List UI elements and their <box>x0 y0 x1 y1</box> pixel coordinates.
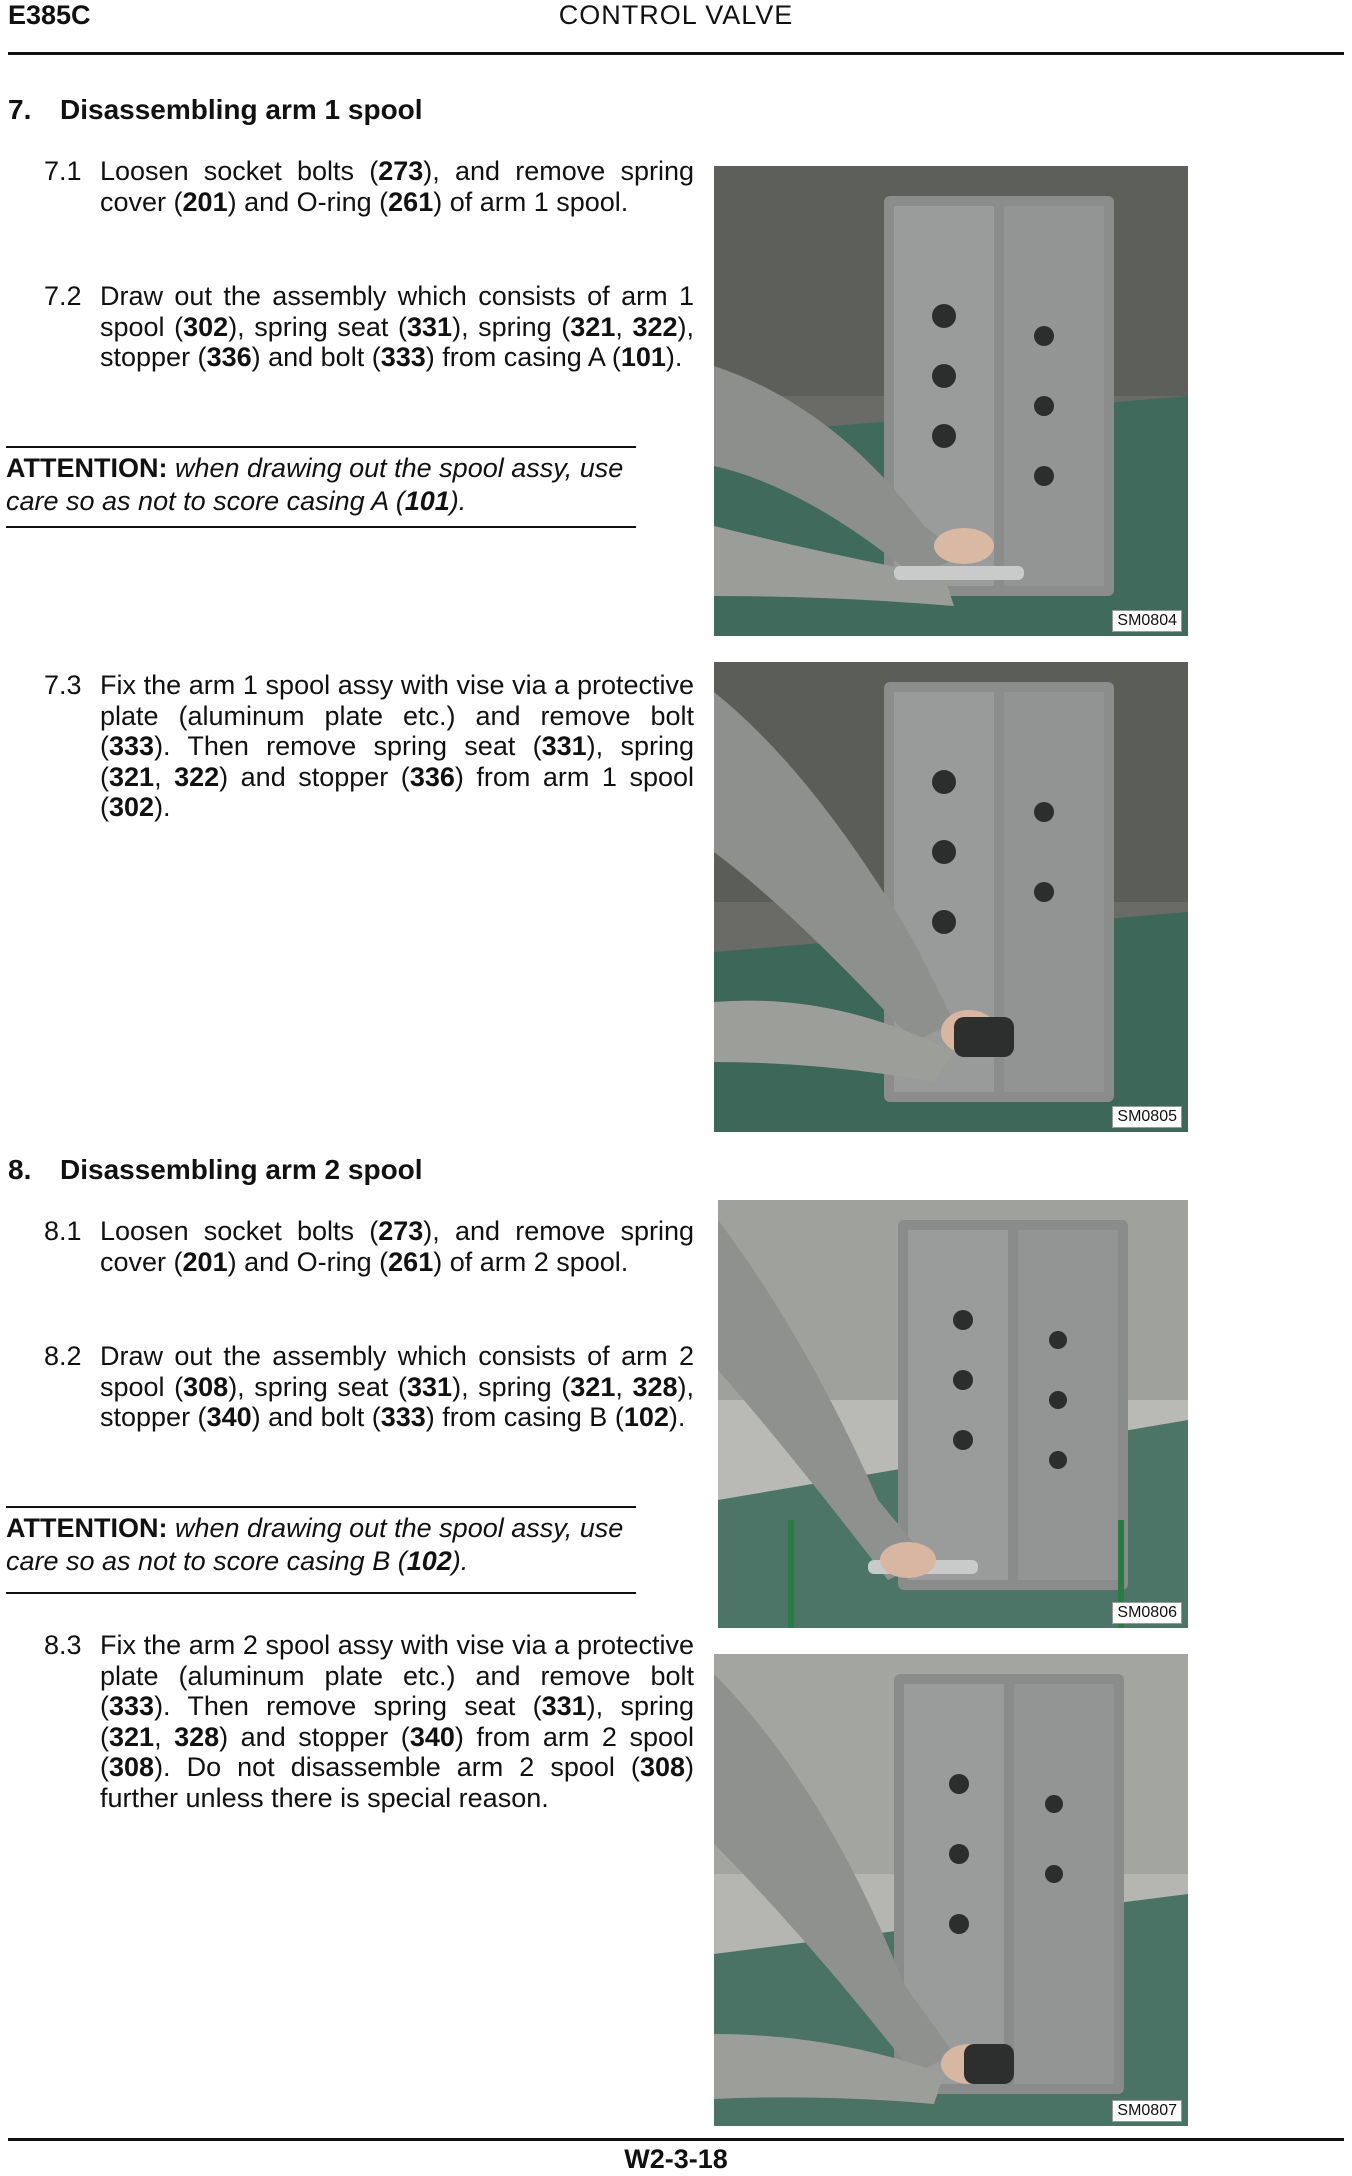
step-text: Draw out the assembly which consists of arm 2 spool (308), spring seat (331), spring (321, 328), stopper (340) and bolt (333) from casing B (102). <box>100 1341 694 1432</box>
valve-photo-illustration <box>714 166 1188 636</box>
step-text: Fix the arm 1 spool assy with vise via a protective plate (aluminum plate etc.) and remove bolt (333). Then remove spring seat (331), spring (321, 322) and stopper (336) from arm 1 spool (302). <box>100 670 695 822</box>
photo-sm0805 <box>714 662 1188 1132</box>
part-number: 101 <box>620 342 666 372</box>
part-number: 261 <box>388 186 434 217</box>
part-number: 336 <box>206 342 252 372</box>
part-number: 321 <box>570 311 616 342</box>
part-number: 340 <box>409 1721 455 1752</box>
part-number: 331 <box>407 1371 453 1402</box>
section-heading: Disassembling arm 1 spool <box>60 94 423 125</box>
step-number: 8.3 <box>44 1630 82 1660</box>
step-number: 7.3 <box>44 670 82 700</box>
part-number: 201 <box>182 186 228 217</box>
step-text: Fix the arm 2 spool assy with vise via a protective plate (aluminum plate etc.) and remove bolt (333). Then remove spring seat (331), spring (321, 328) and stopper (340) from arm 2 spool (308). Do not disassemble arm 2 spool (308) further unless there is special reason. <box>100 1630 695 1813</box>
photo-tag: SM0807 <box>1112 2100 1182 2122</box>
part-number: 308 <box>183 1371 229 1402</box>
part-number: 322 <box>174 761 220 792</box>
valve-photo-illustration <box>714 662 1188 1132</box>
photo-sm0807 <box>714 1654 1188 2126</box>
attention-rule-top <box>6 446 636 448</box>
part-number: 273 <box>378 1216 424 1246</box>
section-number: 7. <box>8 94 32 125</box>
step-7-2 <box>44 281 694 373</box>
part-number: 340 <box>206 1402 252 1432</box>
step-7-1 <box>44 156 694 217</box>
part-number: 328 <box>174 1721 220 1752</box>
header-rule <box>8 52 1344 55</box>
part-number: 331 <box>541 731 587 761</box>
part-number: 328 <box>632 1371 678 1402</box>
section-8-title <box>8 1154 423 1186</box>
step-number: 7.1 <box>44 156 82 186</box>
section-number: 8. <box>8 1154 32 1185</box>
attention-note-7 <box>6 452 636 518</box>
document-title: CONTROL VALVE <box>558 0 794 30</box>
step-number: 8.2 <box>44 1341 82 1371</box>
step-7-3 <box>44 670 695 823</box>
part-number: 333 <box>109 731 155 761</box>
part-number: 302 <box>109 792 155 822</box>
part-number: 201 <box>182 1246 228 1277</box>
part-number: 333 <box>380 1402 426 1432</box>
attention-rule-top <box>6 1506 636 1508</box>
photo-tag: SM0806 <box>1112 1602 1182 1624</box>
page-number: W2-3-18 <box>624 2144 728 2174</box>
photo-tag: SM0804 <box>1112 610 1182 632</box>
document-model: E385C <box>8 0 91 30</box>
attention-label: ATTENTION: <box>6 1513 168 1543</box>
attention-note-8 <box>6 1512 636 1578</box>
part-number: 273 <box>378 156 424 186</box>
step-8-1 <box>44 1216 694 1277</box>
part-number: 102 <box>623 1402 669 1432</box>
photo-sm0806 <box>718 1200 1188 1628</box>
part-number: 302 <box>183 311 229 342</box>
part-number: 333 <box>109 1691 155 1721</box>
part-number: 321 <box>570 1371 616 1402</box>
part-number: 336 <box>409 761 455 792</box>
part-number: 322 <box>632 311 678 342</box>
attention-text: when drawing out the spool assy, use care so as not to score casing A (101). <box>6 453 624 516</box>
step-number: 8.1 <box>44 1216 82 1246</box>
attention-rule-bottom <box>6 526 636 528</box>
attention-label: ATTENTION: <box>6 453 168 483</box>
step-text: Loosen socket bolts (273), and remove spring cover (201) and O-ring (261) of arm 1 spool. <box>100 156 694 217</box>
part-number: 331 <box>541 1691 587 1721</box>
footer-rule <box>8 2138 1344 2141</box>
part-number: 331 <box>407 311 453 342</box>
photo-sm0804 <box>714 166 1188 636</box>
step-8-2 <box>44 1341 694 1433</box>
attention-text: when drawing out the spool assy, use care so as not to score casing B (102). <box>6 1513 624 1576</box>
valve-photo-illustration <box>714 1654 1188 2126</box>
attention-rule-bottom <box>6 1592 636 1594</box>
part-number: 102 <box>406 1546 452 1576</box>
part-number: 308 <box>639 1752 685 1782</box>
part-number: 333 <box>380 342 426 372</box>
photo-tag: SM0805 <box>1112 1106 1182 1128</box>
part-number: 321 <box>109 1721 155 1752</box>
step-8-3 <box>44 1630 695 1813</box>
section-heading: Disassembling arm 2 spool <box>60 1154 423 1185</box>
part-number: 321 <box>109 761 155 792</box>
step-number: 7.2 <box>44 281 82 311</box>
valve-photo-illustration <box>718 1200 1188 1628</box>
part-number: 101 <box>404 486 450 516</box>
part-number: 308 <box>109 1752 155 1782</box>
step-text: Draw out the assembly which consists of arm 1 spool (302), spring seat (331), spring (321, 322), stopper (336) and bolt (333) from casing A (101). <box>100 281 694 372</box>
section-7-title <box>8 94 423 126</box>
step-text: Loosen socket bolts (273), and remove spring cover (201) and O-ring (261) of arm 2 spool. <box>100 1216 694 1277</box>
part-number: 261 <box>388 1246 434 1277</box>
